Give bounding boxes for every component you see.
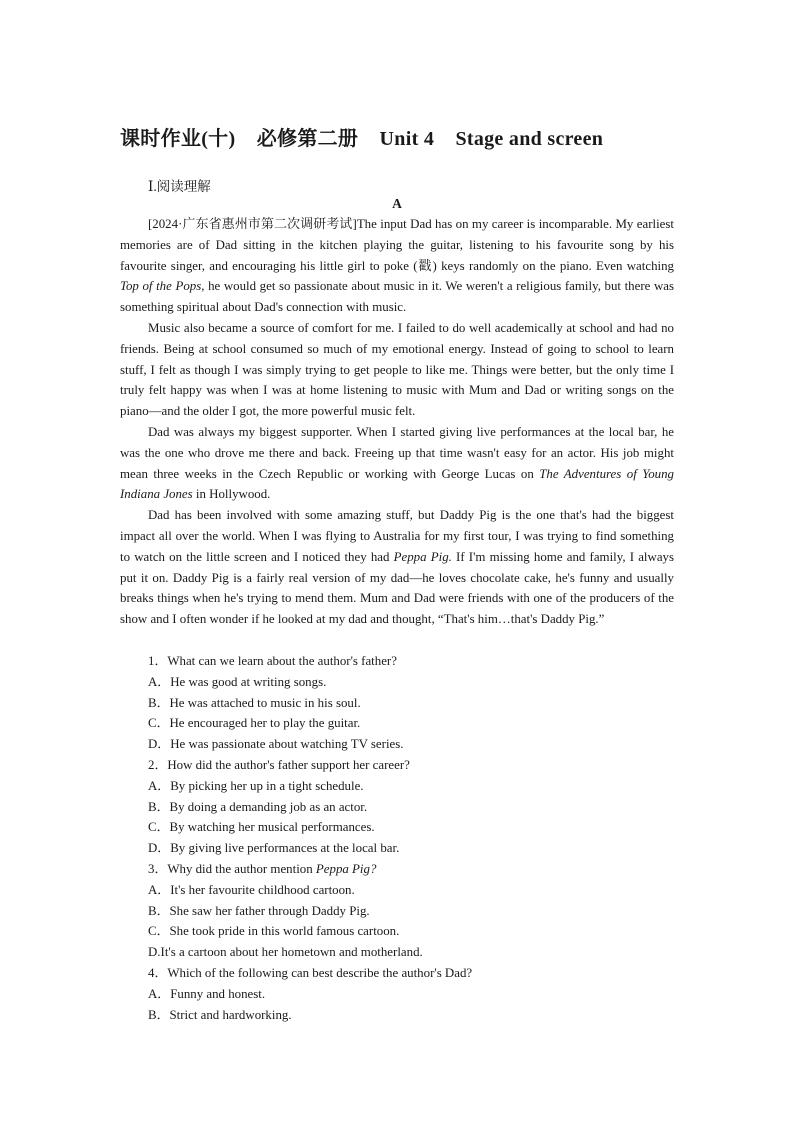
question-stem: 1．What can we learn about the author's father? xyxy=(148,654,397,668)
option: B．He was attached to music in his soul. xyxy=(148,695,361,710)
option: D.It's a cartoon about her hometown and motherland. xyxy=(148,945,423,960)
passage-label: A xyxy=(392,196,402,211)
option: C．She took pride in this world famous cartoon. xyxy=(148,924,400,939)
option: C．He encouraged her to play the guitar. xyxy=(148,716,361,731)
italic-title: The Adventures of Young Indiana Jones xyxy=(120,466,674,502)
page-title xyxy=(120,122,619,151)
paragraph-2: Music also became a source of comfort for me. I failed to do well academically at school and had no friends. Being at school consumed so much of my emotional energy. Instead of going to school to learn stuff, I felt as though I was simply trying to get people to like me. Things were better, but the only time I truly felt happy was when I was at home listening to music with Mum and Dad or writing songs on the piano—and the older I got, the more powerful music felt. xyxy=(120,320,674,419)
title-topic: Stage and screen xyxy=(455,128,604,150)
section-heading: Ⅰ.阅读理解 xyxy=(148,179,211,194)
option: A．By picking her up in a tight schedule. xyxy=(148,778,364,793)
source-note: [2024·广东省惠州市第二次调研考试] xyxy=(148,217,357,231)
question-stem: 4．Which of the following can best describe the author's Dad? xyxy=(148,965,473,980)
question-list xyxy=(148,651,674,1025)
italic-title: Peppa Pig? xyxy=(315,861,377,876)
option: B．She saw her father through Daddy Pig. xyxy=(148,903,370,918)
option: B．By doing a demanding job as an actor. xyxy=(148,799,368,814)
title-book: 必修第二册 xyxy=(256,128,359,150)
option: D．By giving live performances at the local bar. xyxy=(148,841,400,856)
title-homework: 课时作业(十) xyxy=(120,128,236,150)
paragraph-1: [2024·广东省惠州市第二次调研考试]The input Dad has on my career is incomparable. My earliest memories are of Dad sitting in the kitchen playing the guitar, listening to his favourite song by his favourite singer, and encouraging his little girl to poke (戳) keys randomly on the piano. Even watching Top of the Pops, he would get so passionate about music in it. We weren't a religious family, but there was something spiritual about Dad's connection with music. xyxy=(120,217,675,315)
option: D．He was passionate about watching TV series. xyxy=(148,737,404,752)
option: A．Funny and honest. xyxy=(148,986,266,1001)
question-stem: 2．How did the author's father support her career? xyxy=(148,757,410,772)
paragraph-4: Dad has been involved with some amazing stuff, but Daddy Pig is the one that's had the biggest impact all over the world. When I was flying to Australia for my first tour, I was trying to find something to watch on the little screen and I noticed they had Peppa Pig. If I'm missing home and family, I always put it on. Daddy Pig is a fairly real version of my dad—he loves chocolate cake, he's funny and usually breaks things when he's trying to mend them. Mum and Dad were friends with one of the producers of the show and I often wonder if he looked at my dad and thought, “That's him…that's Daddy Pig.” xyxy=(120,508,675,627)
paragraph-3: Dad was always my biggest supporter. When I started giving live performances at the local bar, he was the one who drove me there and back. Freeing up that time wasn't easy for an actor. His job might mean three weeks in the Czech Republic or working with George Lucas on The Adventures of Young Indiana Jones in Hollywood. xyxy=(120,424,674,502)
reading-passage xyxy=(120,214,674,630)
option: B．Strict and hardworking. xyxy=(148,1007,292,1022)
italic-title: Peppa Pig. xyxy=(393,549,452,564)
option: A．It's her favourite childhood cartoon. xyxy=(148,882,355,897)
italic-title: Top of the Pops, xyxy=(120,279,205,294)
question-stem: 3．Why did the author mention Peppa Pig? xyxy=(148,861,377,876)
option: C．By watching her musical performances. xyxy=(148,820,375,835)
title-unit: Unit 4 xyxy=(379,128,435,150)
option: A．He was good at writing songs. xyxy=(148,674,327,689)
